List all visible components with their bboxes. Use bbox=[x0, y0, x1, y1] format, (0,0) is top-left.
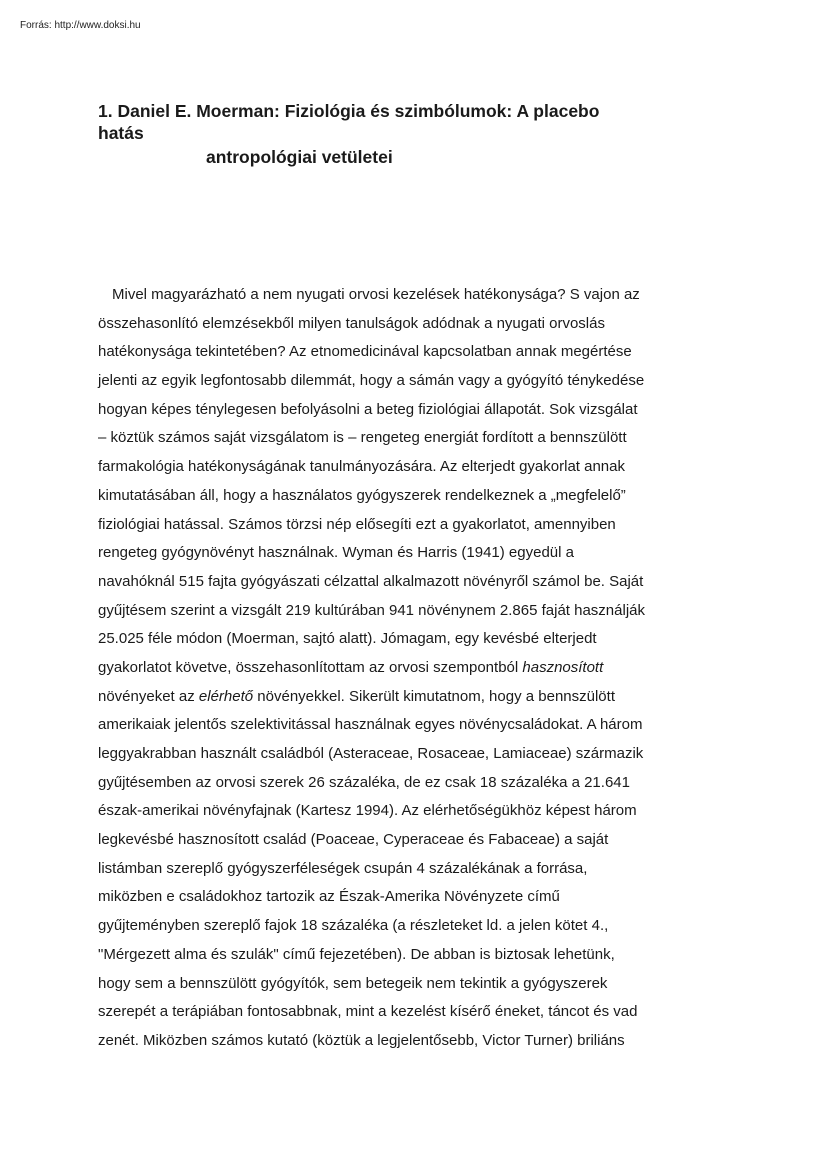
title-line-3: antropológiai vetületei bbox=[206, 147, 393, 167]
title-line-2: hatás bbox=[98, 123, 144, 143]
italic-term: hasznosított bbox=[522, 658, 604, 676]
text-line: rengeteg gyógynövényt használnak. Wyman és Harris (1941) egyedül a bbox=[98, 544, 574, 562]
text-line: navahóknál 515 fajta gyógyászati célzattal alkalmazott növényről számol be. Saját bbox=[98, 572, 644, 590]
text-segment: növényekkel. Sikerült kimutatnom, hogy a bennszülött bbox=[253, 687, 615, 705]
text-line: hatékonysága tekintetében? Az etnomedicinával kapcsolatban annak megértése bbox=[98, 343, 632, 361]
body-paragraph bbox=[98, 281, 718, 1056]
document-title bbox=[98, 100, 698, 168]
text-line bbox=[98, 654, 718, 683]
text-line: legkevésbé hasznosított család (Poaceae, Cyperaceae és Fabaceae) a saját bbox=[98, 831, 609, 849]
italic-term: elérhető bbox=[198, 687, 254, 705]
text-line bbox=[98, 683, 718, 712]
text-line: összehasonlító elemzésekből milyen tanulságok adódnak a nyugati orvoslás bbox=[98, 314, 605, 332]
text-line: "Mérgezett alma és szulák" című fejezetében). De abban is biztosak lehetünk, bbox=[98, 945, 615, 963]
text-line: kimutatásában áll, hogy a használatos gyógyszerek rendelkeznek a „megfelelő” bbox=[98, 486, 626, 504]
text-line: hogy sem a bennszülött gyógyítók, sem betegeik nem tekintik a gyógyszerek bbox=[98, 974, 608, 992]
text-segment: gyakorlatot követve, összehasonlítottam az orvosi szempontból bbox=[98, 658, 523, 676]
text-line: fiziológiai hatással. Számos törzsi nép elősegíti ezt a gyakorlatot, amennyiben bbox=[98, 515, 616, 533]
text-line: zenét. Miközben számos kutató (köztük a legjelentősebb, Victor Turner) briliáns bbox=[98, 1031, 625, 1049]
text-line: gyűjteményben szereplő fajok 18 százaléka (a részleteket ld. a jelen kötet 4., bbox=[98, 917, 609, 935]
source-note: Forrás: http://www.doksi.hu bbox=[20, 20, 141, 31]
text-line: – köztük számos saját vizsgálatom is – rengeteg energiát fordított a bennszülött bbox=[98, 429, 627, 447]
text-line: Mivel magyarázható a nem nyugati orvosi kezelések hatékonysága? S vajon az bbox=[112, 286, 640, 303]
text-segment: növényeket az bbox=[98, 687, 199, 705]
text-line: gyűjtésemben az orvosi szerek 26 százaléka, de ez csak 18 százaléka a 21.641 bbox=[98, 773, 630, 791]
text-line: hogyan képes ténylegesen befolyásolni a beteg fiziológiai állapotát. Sok vizsgálat bbox=[98, 400, 638, 418]
text-line: szerepét a terápiában fontosabbnak, mint a kezelést kísérő éneket, táncot és vad bbox=[98, 1003, 638, 1021]
title-line-1: 1. Daniel E. Moerman: Fiziológia és szimbólumok: A placebo bbox=[98, 101, 600, 121]
text-line: amerikaiak jelentős szelektivitással használnak egyes növénycsaládokat. A három bbox=[98, 716, 643, 734]
text-line: farmakológia hatékonyságának tanulmányozására. Az elterjedt gyakorlat annak bbox=[98, 458, 625, 476]
text-line: észak-amerikai növényfajnak (Kartesz 1994). Az elérhetőségükhöz képest három bbox=[98, 802, 637, 820]
text-line: 25.025 féle módon (Moerman, sajtó alatt). Jómagam, egy kevésbé elterjedt bbox=[98, 630, 597, 648]
text-line: listámban szereplő gyógyszerféleségek csupán 4 százalékának a forrása, bbox=[98, 859, 588, 877]
text-line: jelenti az egyik legfontosabb dilemmát, hogy a sámán vagy a gyógyító ténykedése bbox=[98, 372, 645, 390]
text-line: gyűjtésem szerint a vizsgált 219 kultúrában 941 növénynem 2.865 faját használják bbox=[98, 601, 645, 619]
text-line: leggyakrabban használt családból (Asteraceae, Rosaceae, Lamiaceae) származik bbox=[98, 745, 644, 762]
text-line: miközben e családokhoz tartozik az Észak-Amerika Növényzete című bbox=[98, 888, 560, 906]
